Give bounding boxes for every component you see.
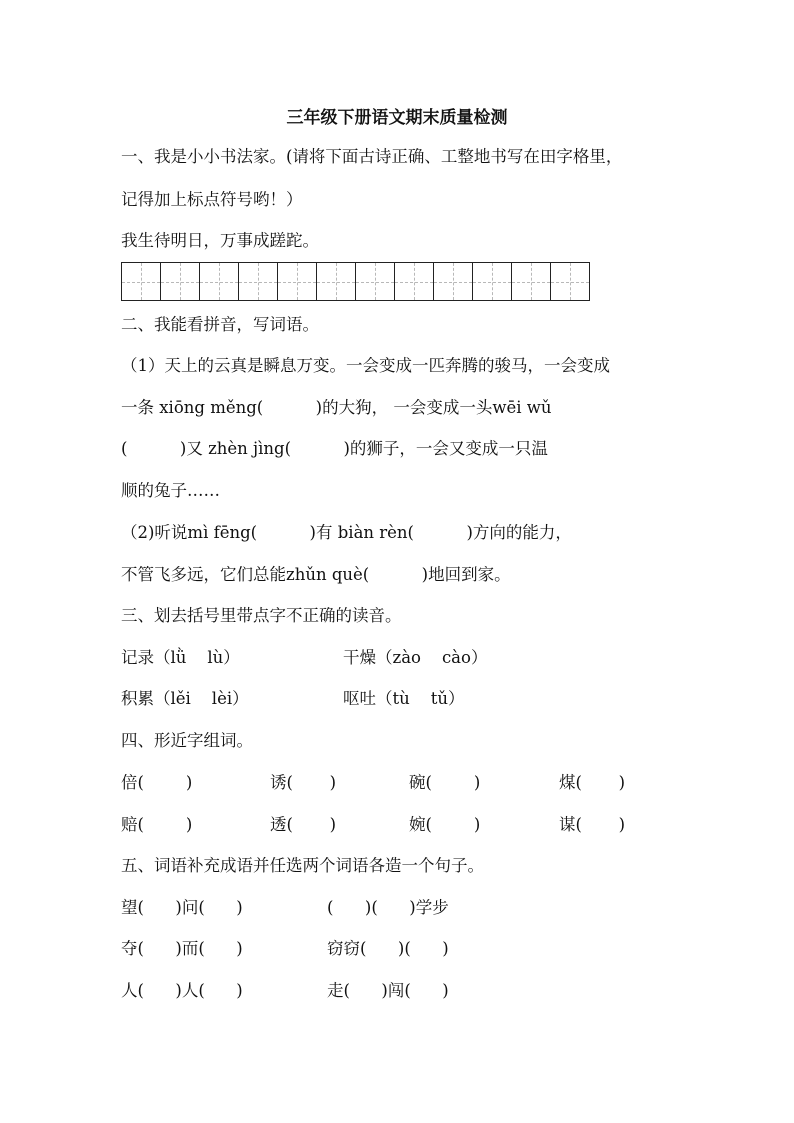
q4-item: 碗( ) [409, 773, 481, 792]
grid-cell[interactable] [239, 262, 278, 301]
q4-item: 煤( ) [559, 773, 626, 792]
q3-item: 呕吐（tù tǔ） [343, 689, 465, 708]
q5-heading: 五、词语补充成语并任选两个词语各造一个句子。 [121, 856, 484, 875]
grid-cell[interactable] [200, 262, 239, 301]
page-title: 三年级下册语文期末质量检测 [286, 108, 508, 128]
grid-cell[interactable] [395, 262, 434, 301]
q2-line-3: ( )又 zhèn jìng( )的狮子，一会又变成一只温 [121, 439, 548, 458]
q5-item: 走( )闯( ) [327, 981, 449, 1000]
grid-cell[interactable] [356, 262, 395, 301]
q3-heading: 三、划去括号里带点字不正确的读音。 [121, 606, 402, 625]
grid-cell[interactable] [161, 262, 200, 301]
grid-cell[interactable] [512, 262, 551, 301]
grid-cell[interactable] [473, 262, 512, 301]
tianzige-grid [121, 262, 590, 301]
q4-item: 倍( ) [121, 773, 193, 792]
q5-item: 窃窃( )( ) [327, 939, 449, 958]
q1-poem: 我生待明日，万事成蹉跎。 [121, 231, 319, 250]
q4-heading: 四、形近字组词。 [121, 731, 253, 750]
q4-item: 谋( ) [559, 815, 626, 834]
q4-item: 婉( ) [409, 815, 481, 834]
q2-line-1: （1）天上的云真是瞬息万变。一会变成一匹奔腾的骏马，一会变成 [121, 356, 610, 375]
q1-heading-continued: 记得加上标点符号哟！） [121, 190, 303, 209]
q3-item: 干燥（zào cào） [343, 648, 488, 667]
q5-item: 望( )问( ) [121, 898, 243, 917]
q3-item: 积累（lěi lèi） [121, 689, 249, 708]
grid-cell[interactable] [434, 262, 473, 301]
q4-item: 透( ) [270, 815, 337, 834]
grid-cell[interactable] [122, 262, 161, 301]
q2-heading: 二、我能看拼音，写词语。 [121, 315, 319, 334]
q4-item: 赔( ) [121, 815, 193, 834]
q5-item: 人( )人( ) [121, 981, 243, 1000]
q2-line-6: 不管飞多远，它们总能zhǔn què( )地回到家。 [121, 565, 511, 584]
q3-item: 记录（lǜ lù） [121, 648, 240, 667]
q1-heading: 一、我是小小书法家。(请将下面古诗正确、工整地书写在田字格里， [121, 147, 623, 166]
q5-item: 夺( )而( ) [121, 939, 243, 958]
q5-item: ( )( )学步 [327, 898, 449, 917]
q2-line-2: 一条 xiōng měng( )的大狗， 一会变成一头wēi wǔ [121, 398, 552, 417]
grid-cell[interactable] [551, 262, 590, 301]
q2-line-4: 顺的兔子…… [121, 481, 220, 500]
q2-line-5: （2)听说mì fēng( )有 biàn rèn( )方向的能力， [121, 523, 572, 542]
q4-item: 诱( ) [270, 773, 337, 792]
grid-cell[interactable] [278, 262, 317, 301]
grid-cell[interactable] [317, 262, 356, 301]
